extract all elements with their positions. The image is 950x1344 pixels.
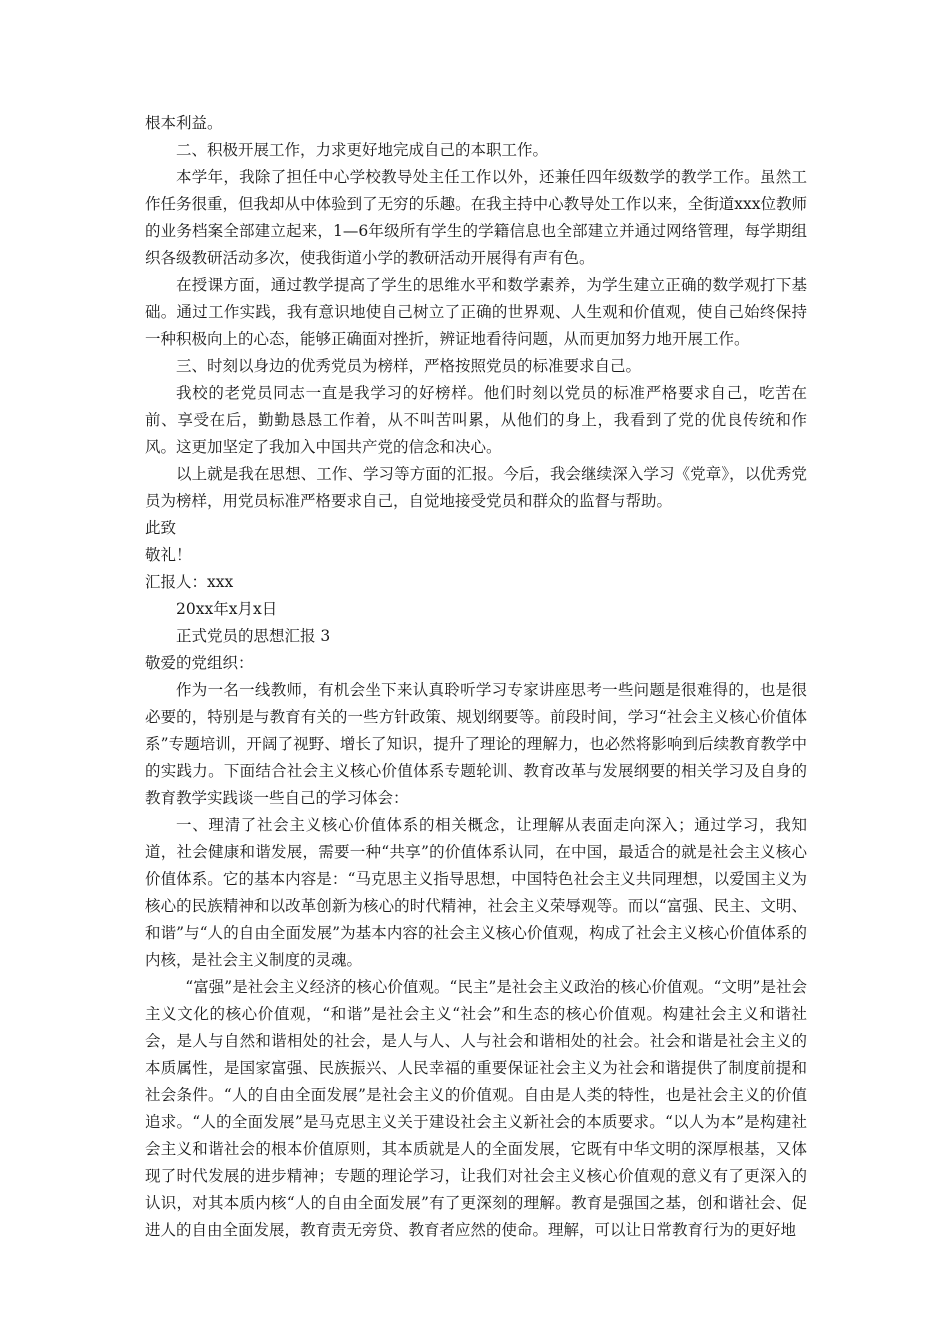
section-heading-3: 三、时刻以身边的优秀党员为榜样，严格按照党员的标准要求自己。 bbox=[176, 357, 642, 375]
paragraph: 我校的老党员同志一直是我学习的好榜样。他们时刻以党员的标准严格要求自己，吃苦在前、享受在后，勤勤恳恳工作着，从不叫苦叫累，从他们的身上，我看到了党的优良传统和作风。这更加坚定了我加入中国共产党的信念和决心。 bbox=[145, 384, 807, 456]
paragraph: 本学年，我除了担任中心学校教导处主任工作以外，还兼任四年级数学的教学工作。虽然工作任务很重，但我却从中体验到了无穷的乐趣。在我主持中心教导处工作以来，全街道xxx位教师的业务档案全部建立起来，1—6年级所有学生的学籍信息也全部建立并通过网络管理，每学期组织各级教研活动多次，使我街道小学的教研活动开展得有声有色。 bbox=[145, 168, 807, 267]
paragraph: 在授课方面，通过教学提高了学生的思维水平和数学素养，为学生建立正确的数学观打下基础。通过工作实践，我有意识地使自己树立了正确的世界观、人生观和价值观，使自己始终保持一种积极向上的心态，能够正确面对挫折，辨证地看待问题，从而更加努力地开展工作。 bbox=[145, 276, 807, 348]
closing-salutation: 此致 bbox=[145, 519, 177, 537]
letter-greeting: 敬爱的党组织： bbox=[145, 654, 254, 672]
report-date: 20xx年x月x日 bbox=[176, 600, 278, 618]
closing-regards: 敬礼！ bbox=[145, 546, 192, 564]
paragraph: 以上就是我在思想、工作、学习等方面的汇报。今后，我会继续深入学习《党章》，以优秀党员为榜样，用党员标准严格要求自己，自觉地接受党员和群众的监督与帮助。 bbox=[145, 465, 807, 510]
reporter-signature: 汇报人：xxx bbox=[145, 573, 234, 591]
paragraph: 作为一名一线教师，有机会坐下来认真聆听学习专家讲座思考一些问题是很难得的，也是很必要的，特别是与教育有关的一些方针政策、规划纲要等。前段时间，学习“社会主义核心价值体系”专题培训，开阔了视野、增长了知识，提升了理论的理解力，也必然将影响到后续教育教学中的实践力。下面结合社会主义核心价值体系专题轮训、教育改革与发展纲要的相关学习及自身的教育教学实践谈一些自己的学习体会： bbox=[145, 681, 807, 807]
section-heading-2: 二、积极开展工作，力求更好地完成自己的本职工作。 bbox=[176, 141, 549, 159]
paragraph: 一、理清了社会主义核心价值体系的相关概念，让理解从表面走向深入；通过学习，我知道，社会健康和谐发展，需要一种“共享”的价值体系认同，在中国，最适合的就是社会主义核心价值体系。它的基本内容是：“马克思主义指导思想，中国特色社会主义共同理想，以爱国主义为核心的民族精神和以改革创新为核心的时代精神，社会主义荣辱观等。而以“富强、民主、文明、和谐”与“人的自由全面发展”为基本内容的社会主义核心价值观，构成了社会主义核心价值体系的内核，是社会主义制度的灵魂。 bbox=[145, 816, 807, 969]
paragraph: “富强”是社会主义经济的核心价值观。“民主”是社会主义政治的核心价值观。“文明”是社会主义文化的核心价值观，“和谐”是社会主义“社会”和生态的核心价值观。构建社会主义和谐社会，是人与自然和谐相处的社会，是人与人、人与社会和谐相处的社会。社会和谐是社会主义的本质属性，是国家富强、民族振兴、人民幸福的重要保证社会主义为社会和谐提供了制度前提和社会条件。“人的自由全面发展”是社会主义的价值观。自由是人类的特性，也是社会主义的价值追求。“人的全面发展”是马克思主义关于建设社会主义新社会的本质要求。“以人为本”是构建社会主义和谐社会的根本价值原则，其本质就是人的全面发展，它既有中华文明的深厚根基，又体现了时代发展的进步精神；专题的理论学习，让我们对社会主义核心价值观的意义有了更深入的认识，对其本质内核“人的自由全面发展”有了更深刻的理解。教育是强国之基，创和谐社会、促进人的自由全面发展，教育责无旁贷、教育者应然的使命。理解，可以让日常教育行为的更好地 bbox=[145, 978, 807, 1239]
paragraph-continuation: 根本利益。 bbox=[145, 114, 223, 132]
document-body bbox=[145, 110, 807, 1244]
section-title: 正式党员的思想汇报 3 bbox=[176, 627, 331, 645]
